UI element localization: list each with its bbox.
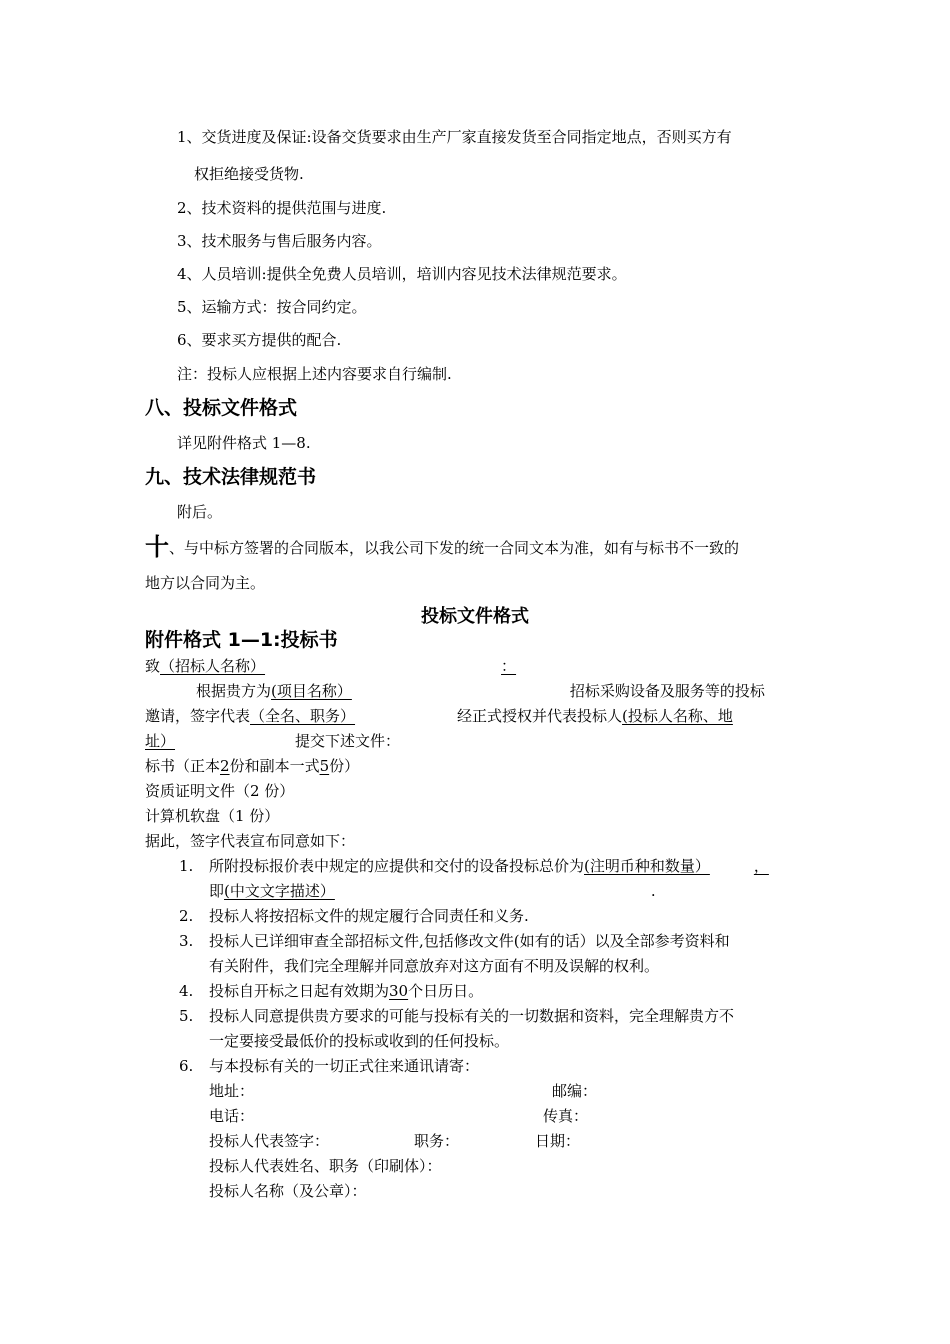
bidder-name-field: (投标人名称、地 xyxy=(622,707,733,725)
delivery-item-2: 2、技术资料的提供范围与进度. xyxy=(177,199,387,217)
item-4-number: 4. xyxy=(179,982,194,1000)
delivery-item-6: 6、要求买方提供的配合. xyxy=(177,331,342,349)
delivery-item-4: 4、人员培训:提供全免费人员培训，培训内容见技术法律规范要求。 xyxy=(177,265,627,283)
signature-label: 投标人代表签字： xyxy=(209,1132,330,1150)
original-count: 2 xyxy=(220,757,230,775)
intro-text-c: 邀请，签字代表 xyxy=(145,707,251,725)
price-words-field: (中文文字描述） xyxy=(224,882,335,900)
declaration-line: 据此，签字代表宣布同意如下： xyxy=(145,832,356,850)
item-5-line-1: 投标人同意提供贵方要求的可能与投标有关的一切数据和资料，完全理解贵方不 xyxy=(209,1007,735,1025)
addressee-prefix: 致 xyxy=(145,657,161,675)
attachment-heading: 附件格式 1—1:投标书 xyxy=(145,629,338,651)
total-price-field: (注明币种和数量） ， xyxy=(584,857,769,875)
section-10-text: 、与中标方签署的合同版本，以我公司下发的统一合同文本为准，如有与标书不一致的 xyxy=(169,539,740,557)
item-3-number: 3. xyxy=(179,932,194,950)
date-label: 日期： xyxy=(535,1132,581,1150)
item-6-number: 6. xyxy=(179,1057,194,1075)
section-9-heading: 九、技术法律规范书 xyxy=(145,466,317,488)
intro-text-b: 招标采购设备及服务等的投标 xyxy=(569,682,765,700)
validity-days: 30 xyxy=(389,982,409,1000)
addressee-line xyxy=(145,656,530,676)
intro-text-d: 经正式授权并代表投标人 xyxy=(457,707,623,725)
format-title: 投标文件格式 xyxy=(421,606,529,627)
intro-text-a: 根据贵方为 xyxy=(196,682,272,700)
copy-count: 5 xyxy=(319,757,330,775)
representative-field: （全名、职务） xyxy=(250,707,356,725)
bidder-name-label: 投标人名称（及公章）： xyxy=(209,1182,367,1200)
section-10-number: 十 xyxy=(145,533,169,561)
item-1-line-1: 所附投标报价表中规定的应提供和交付的设备投标总价为(注明币种和数量） ， xyxy=(209,857,769,875)
section-9-body: 附后。 xyxy=(177,503,223,521)
intro-line-1 xyxy=(196,681,765,701)
delivery-item-3: 3、技术服务与售后服务内容。 xyxy=(177,232,382,250)
item-1-line-2: 即(中文文字描述） . xyxy=(209,882,656,900)
intro-line-2 xyxy=(145,706,733,726)
delivery-item-5: 5、运输方式：按合同约定。 xyxy=(177,298,367,316)
section-10-line-1 xyxy=(145,533,740,561)
bidder-address-field: 址） xyxy=(145,732,176,750)
item-3-line-1: 投标人已详细审查全部招标文件,包括修改文件(如有的话）以及全部参考资料和 xyxy=(209,932,730,950)
docs-line-1: 标书（正本2份和副本一式5份） xyxy=(145,757,360,775)
fax-label: 传真： xyxy=(543,1107,589,1125)
item-5-number: 5. xyxy=(179,1007,194,1025)
section-8-heading: 八、投标文件格式 xyxy=(145,397,298,419)
item-2-number: 2. xyxy=(179,907,194,925)
addressee-field: （招标人名称） ： xyxy=(160,657,517,675)
delivery-note: 注：投标人应根据上述内容要求自行编制. xyxy=(177,365,452,383)
rep-name-label: 投标人代表姓名、职务（印刷体）： xyxy=(209,1157,442,1175)
item-5-line-2: 一定要接受最低价的投标或收到的任何投标。 xyxy=(209,1032,510,1050)
intro-line-3 xyxy=(145,731,400,751)
item-3-line-2: 有关附件，我们完全理解并同意放弃对这方面有不明及误解的权利。 xyxy=(209,957,660,975)
item-4-text: 投标自开标之日起有效期为30个日历日。 xyxy=(209,982,484,1000)
position-label: 职务： xyxy=(414,1132,460,1150)
address-label: 地址： xyxy=(209,1082,255,1100)
section-10-line-2: 地方以合同为主。 xyxy=(145,574,266,592)
docs-line-3: 计算机软盘（1 份） xyxy=(145,807,280,825)
item-1-number: 1. xyxy=(179,857,194,875)
project-name-field: (项目名称） xyxy=(271,682,352,700)
phone-label: 电话： xyxy=(209,1107,255,1125)
delivery-item-1-cont: 权拒绝接受货物. xyxy=(194,165,304,183)
item-6-text: 与本投标有关的一切正式往来通讯请寄： xyxy=(209,1057,480,1075)
docs-line-2: 资质证明文件（2 份） xyxy=(145,782,295,800)
item-2-text: 投标人将按招标文件的规定履行合同责任和义务. xyxy=(209,907,529,925)
intro-text-e: 提交下述文件： xyxy=(295,732,401,750)
section-8-body: 详见附件格式 1—8. xyxy=(177,434,311,452)
delivery-item-1: 1、交货进度及保证:设备交货要求由生产厂家直接发货至合同指定地点，否则买方有 xyxy=(177,128,732,146)
postcode-label: 邮编： xyxy=(552,1082,598,1100)
